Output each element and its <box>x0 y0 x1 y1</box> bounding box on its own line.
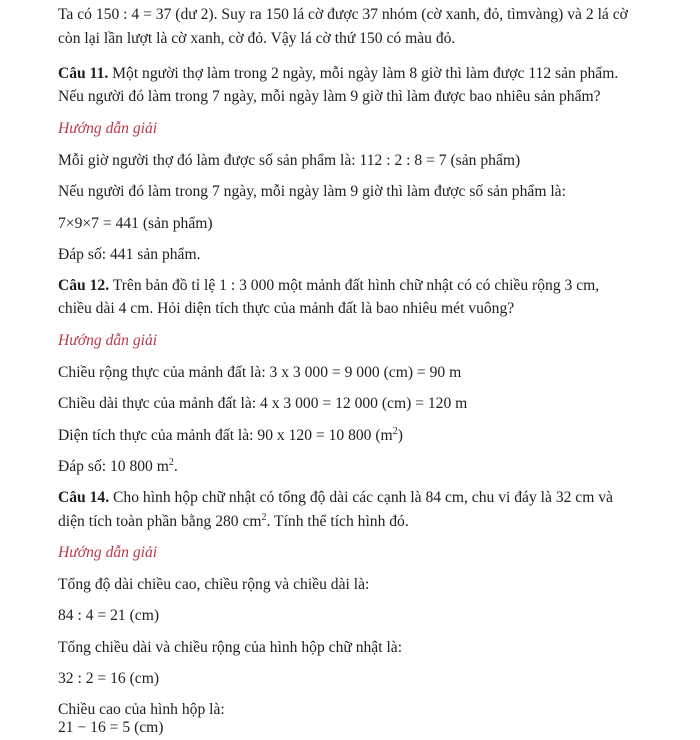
q14-step-3: Tổng chiều dài và chiều rộng của hình hộp chữ nhật là: <box>58 639 403 656</box>
q14-step-4: 32 : 2 = 16 (cm) <box>58 670 160 687</box>
q12-step-3 <box>58 425 674 447</box>
q11-line-2: Nếu người đó làm trong 7 ngày, mỗi ngày làm 9 giờ thì làm được bao nhiêu sản phẩm? <box>58 88 601 105</box>
q11-answer: Đáp số: 441 sản phẩm. <box>58 246 201 263</box>
q11-text-1: Một người thợ làm trong 2 ngày, mỗi ngày làm 8 giờ thì làm được 112 sản phẩm. <box>108 65 619 82</box>
q12-line-2: chiều dài 4 cm. Hỏi diện tích thực của mảnh đất là bao nhiêu mét vuông? <box>58 300 515 317</box>
q12-text-1: Trên bản đồ tỉ lệ 1 : 3 000 một mảnh đất hình chữ nhật có có chiều rộng 3 cm, <box>109 277 600 294</box>
q14-label: Câu 14. <box>58 489 110 506</box>
q14-step-5: Chiều cao của hình hộp là: <box>58 701 225 718</box>
q12-answer-text: Đáp số: 10 800 m <box>58 458 169 475</box>
q12-guide-heading: Hướng dẫn giải <box>58 332 158 349</box>
q11-step-2: Nếu người đó làm trong 7 ngày, mỗi ngày làm 9 giờ thì làm được số sản phẩm là: <box>58 183 566 200</box>
q12-step-2: Chiều dài thực của mảnh đất là: 4 x 3 000 = 12 000 (cm) = 120 m <box>58 395 468 412</box>
q12-answer-end: . <box>173 458 178 475</box>
q14-step-1: Tổng độ dài chiều cao, chiều rộng và chiều dài là: <box>58 576 370 593</box>
q14-guide-heading: Hướng dẫn giải <box>58 544 158 561</box>
q12-line-1 <box>58 275 674 297</box>
q11-label: Câu 11. <box>58 65 109 82</box>
q14-text-2-exponent: 2 <box>261 511 267 523</box>
q14-line-1 <box>58 487 674 509</box>
q12-answer-exponent: 2 <box>168 456 174 468</box>
q11-step-3: 7×9×7 = 441 (sản phẩm) <box>58 215 213 232</box>
q11-guide-heading: Hướng dẫn giải <box>58 120 158 137</box>
q14-text-2b: . Tính thể tích hình đó. <box>266 513 409 530</box>
intro-line-1: Ta có 150 : 4 = 37 (dư 2). Suy ra 150 lá cờ được 37 nhóm (cờ xanh, đỏ, tìmvàng) và 2 lá cờ <box>58 6 628 23</box>
q12-answer <box>58 456 674 478</box>
q14-text-2a: diện tích toàn phần bằng 280 cm <box>58 513 262 530</box>
q12-label: Câu 12. <box>58 277 110 294</box>
intro-line-2: còn lại lần lượt là cờ xanh, cờ đỏ. Vậy lá cờ thứ 150 có màu đỏ. <box>58 30 456 47</box>
q12-step-3-end: ) <box>397 427 403 444</box>
q12-step-3-exponent: 2 <box>392 425 398 437</box>
q14-text-1: Cho hình hộp chữ nhật có tổng độ dài các cạnh là 84 cm, chu vi đáy là 32 cm và <box>109 489 613 506</box>
q14-line-2 <box>58 511 674 533</box>
q14-step-6: 21 − 16 = 5 (cm) <box>58 719 164 736</box>
q11-line-1 <box>58 63 674 85</box>
q14-step-2: 84 : 4 = 21 (cm) <box>58 607 160 624</box>
q12-step-3-text: Diện tích thực của mảnh đất là: 90 x 120 = 10 800 (m <box>58 427 393 444</box>
q11-step-1: Mỗi giờ người thợ đó làm được số sản phẩm là: 112 : 2 : 8 = 7 (sản phẩm) <box>58 152 521 169</box>
q12-step-1: Chiều rộng thực của mảnh đất là: 3 x 3 000 = 9 000 (cm) = 90 m <box>58 364 462 381</box>
